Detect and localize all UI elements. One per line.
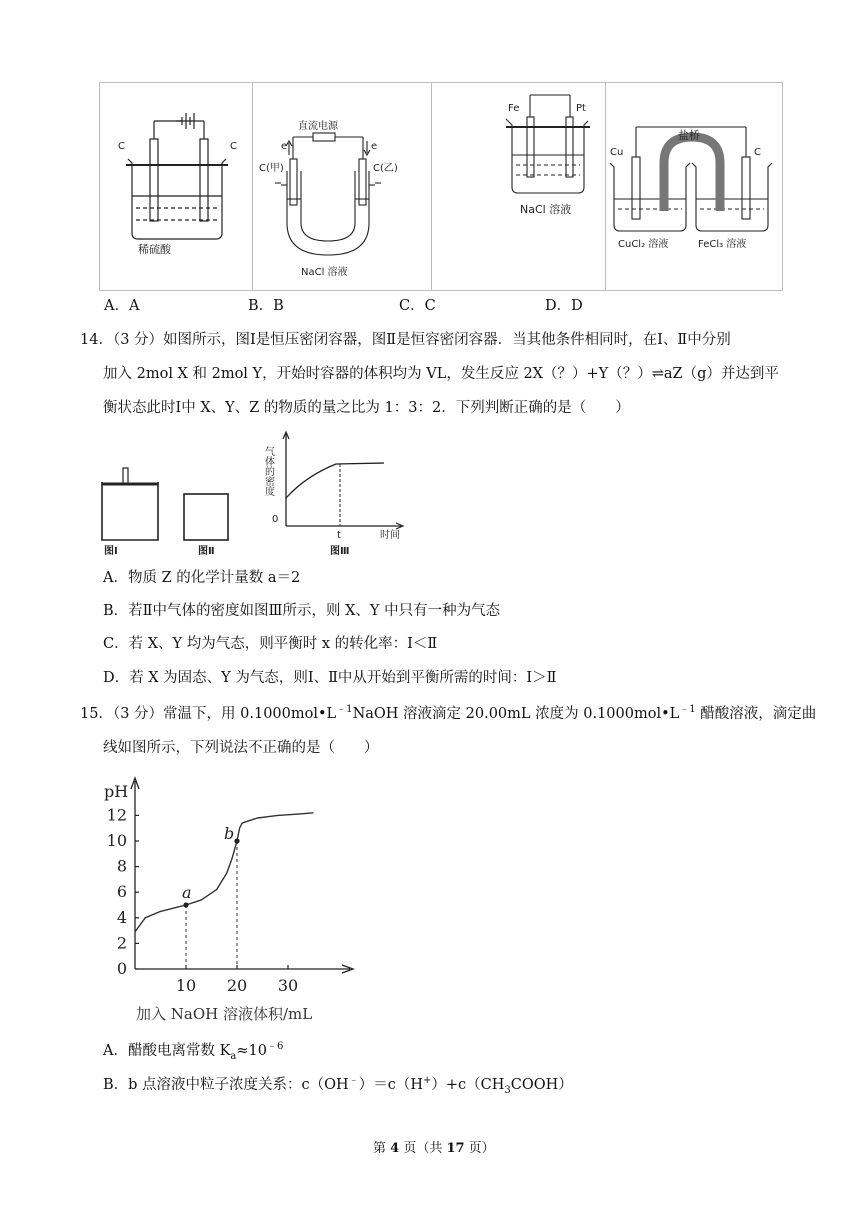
q14-option-c: C．若 X、Y 均为气态，则平衡时 x 的转化率：Ⅰ＜Ⅱ [103,636,438,652]
q13-figure-table [99,82,783,291]
q14-stem-line1: 14．（3 分）如图所示，图Ⅰ是恒压密闭容器，图Ⅱ是恒容密闭容器．当其他条件相同时，在Ⅰ、Ⅱ中分别 [80,332,731,348]
fig3-t-label: t [337,530,341,541]
figd-left-solution-label: CuCl₂ 溶液 [618,239,669,250]
figure-b-u-tube-electrolysis [253,83,431,290]
fig3-origin-label: 0 [272,514,279,525]
q14-figures [96,430,416,560]
figc-fe-label: Fe [508,103,520,114]
y-tick-label: 6 [116,882,127,902]
page-footer: 第 4 页（共 17 页） [373,1141,495,1156]
figure-d-galvanic-cell-salt-bridge [606,83,782,290]
q14-stem-line2: 加入 2mol X 和 2mol Y，开始时容器的体积均为 VL，发生反应 2X（？）+Y（？）⇌aZ（g）并达到平 [103,366,779,382]
figb-e-right-label: e [371,141,378,152]
q15-stem-line1: 15．（3 分）常温下，用 $0.1000mol•L^{﹣1}NaOH$ 溶液滴定 20.00mL 浓度为 $0.1000mol•L^{﹣1}$ 醋酸溶液，滴定曲 [80,704,817,722]
x-tick-label: 10 [175,976,197,995]
x-tick-label: 20 [226,976,248,995]
q15-option-b: B．b 点溶液中粒子浓度关系：$c(OH^﹣)=c(H^+)+c(CH_3COOH)$ [103,1075,573,1096]
q14-stem-line3: 衡状态此时Ⅰ中 X、Y、Z 的物质的量之比为 1：3：2．下列判断正确的是（ ） [103,400,630,416]
y-axis-label: pH [104,782,129,801]
figb-right-electrode-label: C(乙) [373,163,398,174]
figd-right-solution-label: FeCl₃ 溶液 [698,239,747,250]
q13-option-d: D．D [545,298,583,314]
figure-c-fe-pt-cell [432,83,605,290]
fig-label-1: 图Ⅰ [104,546,118,557]
x-axis-label: 加入 NaOH 溶液体积/mL [136,1005,313,1023]
figa-c-right-label: C [230,141,237,152]
y-tick-label: 12 [106,805,127,825]
figd-c-label: C [754,147,761,158]
titration-curve-chart [100,775,360,1030]
figc-pt-label: Pt [576,103,586,114]
fig-label-3: 图Ⅲ [330,546,350,557]
point-b-marker [234,838,239,843]
point-b-label: b [224,824,235,843]
q15-stem-line2: 线如图所示，下列说法不正确的是（ ） [103,740,379,756]
q14-option-d: D．若 X 为固态、Y 为气态，则Ⅰ、Ⅱ中从开始到平衡所需的时间：Ⅰ＞Ⅱ [103,670,557,686]
q14-option-a: A．物质 Z 的化学计量数 a＝2 [103,570,301,586]
y-tick-label: 10 [106,831,127,850]
q13-option-c: C．C [399,298,436,314]
point-a-marker [183,902,188,907]
fig-label-2: 图Ⅱ [198,546,215,557]
point-a-label: a [182,883,192,902]
figure-a-electrolysis-cell [100,83,252,290]
fig3-x-axis-label: 时间 [380,530,400,541]
figb-e-left-label: e [281,141,288,152]
figb-solution-label: NaCl 溶液 [301,267,348,278]
q13-option-a: A．A [104,298,140,314]
figd-salt-bridge-label: 盐桥 [678,129,700,142]
y-tick-label: 4 [116,907,127,927]
q14-option-b: B．若Ⅱ中气体的密度如图Ⅲ所示，则 X、Y 中只有一种为气态 [103,603,501,619]
figc-solution-label: NaCl 溶液 [520,203,572,216]
q13-option-b: B．B [248,298,284,314]
figb-left-electrode-label: C(甲) [259,163,284,174]
figa-solution-label: 稀硫酸 [138,243,171,256]
x-tick-label: 30 [277,976,299,995]
figd-cu-label: Cu [610,147,624,158]
fig3-y-axis-label: 气体的密度 [262,446,274,496]
q15-option-a: A．醋酸电离常数 $K_a\approx 10^{﹣6}$ [103,1041,284,1062]
figa-c-left-label: C [118,141,125,152]
y-tick-label: 8 [116,856,127,876]
y-tick-label: 0 [116,959,127,978]
y-tick-label: 2 [116,933,127,953]
figb-power-label: 直流电源 [298,121,338,132]
